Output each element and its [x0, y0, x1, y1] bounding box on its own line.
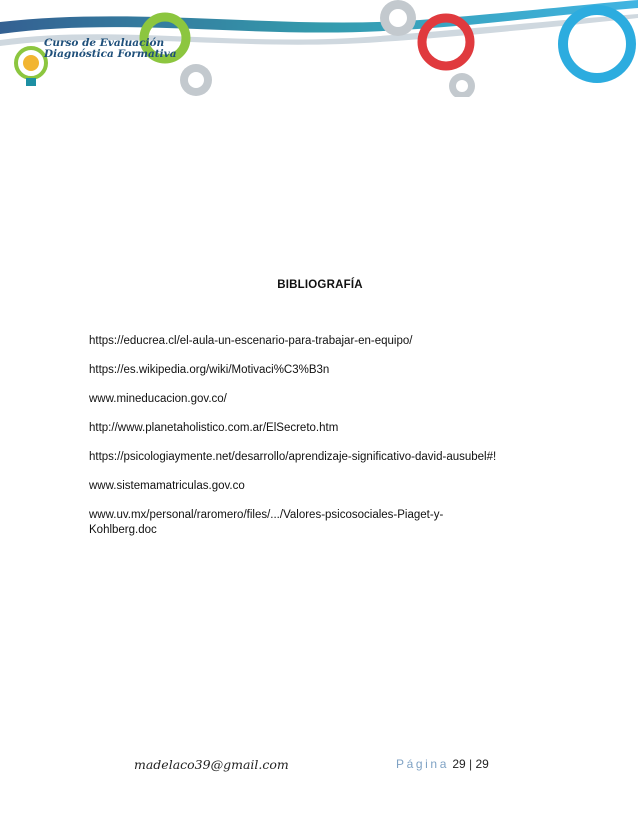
total-pages: 29 — [475, 757, 489, 771]
logo-line-1: Curso de Evaluación — [44, 37, 165, 49]
title-text: BIBLIOGRAFÍA — [277, 279, 363, 291]
reference-item: www.mineducacion.gov.co/ — [89, 393, 227, 405]
reference-item: http://www.planetaholistico.com.ar/ElSecreto.htm — [89, 422, 339, 434]
reference-item: https://psicologiaymente.net/desarrollo/aprendizaje-significativo-david-ausubel#! — [89, 451, 497, 463]
current-page: 29 — [452, 757, 466, 771]
reference-item: www.sistemamatriculas.gov.co — [89, 480, 245, 492]
footer-page-number — [396, 757, 489, 771]
header-banner — [0, 0, 638, 97]
reference-item: https://es.wikipedia.org/wiki/Motivaci%C3%B3n — [89, 364, 330, 376]
gear-icon-center — [380, 0, 416, 36]
page-separator: | — [469, 757, 473, 771]
page-title — [0, 279, 638, 291]
reference-item: www.uv.mx/personal/raromero/files/.../Valores-psicosociales-Piaget-y-Kohlberg.doc — [89, 509, 444, 536]
course-logo-text — [44, 38, 177, 60]
logo-line-2: Diagnóstica Formativa — [44, 48, 177, 60]
footer-email: madelaco39@gmail.com — [134, 757, 289, 772]
reference-item: https://educrea.cl/el-aula-un-escenario-para-trabajar-en-equipo/ — [89, 335, 413, 347]
bibliography-list — [89, 334, 559, 552]
gear-icon-left — [180, 64, 212, 96]
page-word: Página — [396, 757, 449, 771]
